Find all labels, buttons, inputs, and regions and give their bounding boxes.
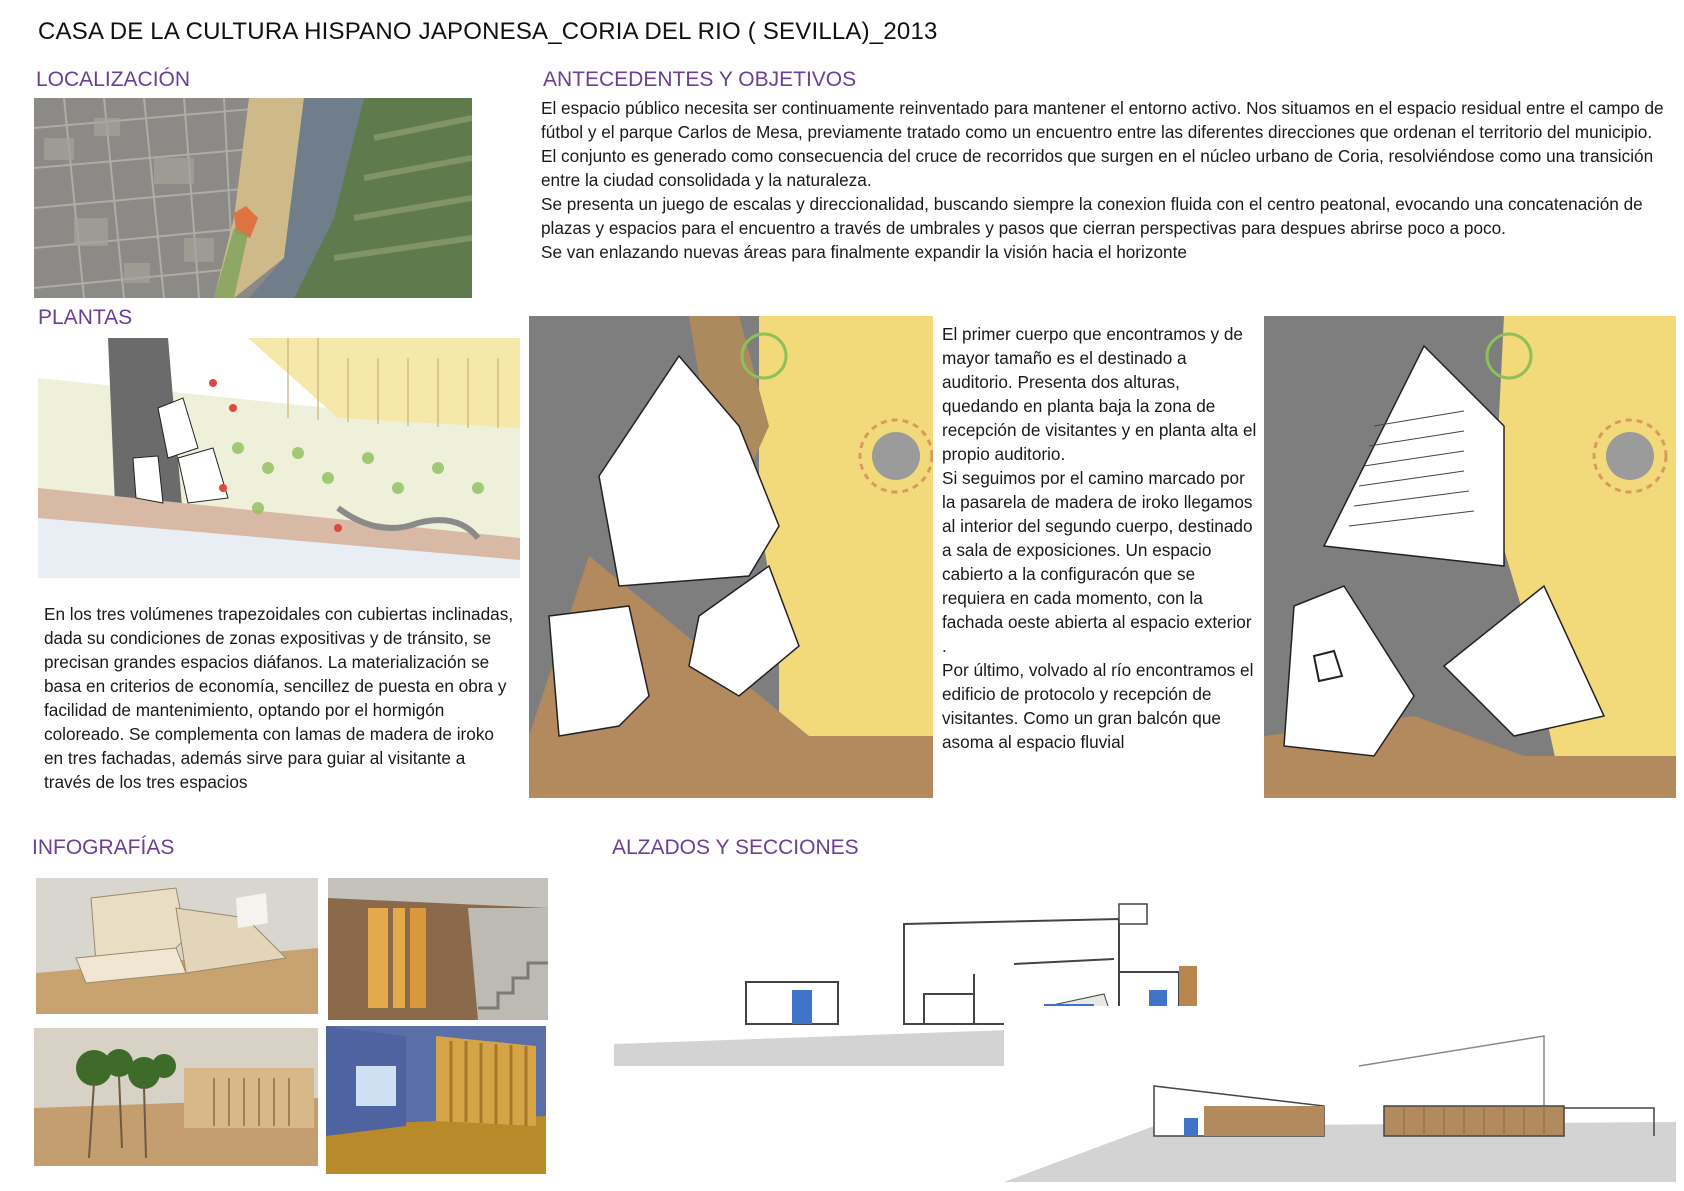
infografia-interior-stairs (328, 878, 548, 1020)
building-description-paragraph: Por último, volvado al río encontramos el edificio de protocolo y recepción de visitantes. Como un gran balcón que asoma al espacio fluvial (942, 660, 1254, 752)
elevation-drawing (1004, 1006, 1676, 1182)
section-heading-infografias: INFOGRAFÍAS (32, 836, 175, 859)
antecedentes-paragraph: Se presenta un juego de escalas y direccionalidad, buscando siempre la conexion fluida con el centro peatonal, evocando una concatenación de plazas y espacios para el encuentro a través de umbrales y pasos que cierran perspectivas para despues abrirse poco a poco. (541, 194, 1643, 238)
antecedentes-text (541, 96, 1679, 264)
section-heading-alzados: ALZADOS Y SECCIONES (612, 836, 859, 859)
site-plan-drawing (38, 338, 520, 578)
building-description (942, 322, 1260, 754)
section-heading-localizacion: LOCALIZACIÓN (36, 68, 191, 91)
page-title: CASA DE LA CULTURA HISPANO JAPONESA_CORIA DEL RIO ( SEVILLA)_2013 (38, 18, 938, 45)
infografia-interior-hall (326, 1026, 546, 1174)
infografia-model-trees (34, 1028, 318, 1166)
section-heading-antecedentes: ANTECEDENTES Y OBJETIVOS (543, 68, 857, 91)
upper-floor-plan (1264, 316, 1676, 798)
building-description-paragraph: Si seguimos por el camino marcado por la pasarela de madera de iroko llegamos al interior del segundo cuerpo, destinado a sala de exposiciones. Un espacio cabierto a la configuracón que se requiera en cada momento, con la fachada oeste abierta al espacio exterior . (942, 468, 1253, 656)
antecedentes-paragraph: El espacio público necesita ser continuamente reinventado para mantener el entorno activo. Nos situamos en el espacio residual entre el campo de fútbol y el parque Carlos de Mesa, previamente tratado como un encuentro entre las diferentes direcciones que ordenan el territorio del municipio. (541, 98, 1664, 142)
infografia-model-view (36, 878, 318, 1014)
building-description-paragraph: El primer cuerpo que encontramos y de mayor tamaño es el destinado a auditorio. Presenta dos alturas, quedando en planta baja la zona de recepción de visitantes y en planta alta el propio auditorio. (942, 324, 1257, 464)
location-aerial-map (34, 98, 472, 298)
plantas-description: En los tres volúmenes trapezoidales con cubiertas inclinadas, dada su condiciones de zonas expositivas y de tránsito, se precisan grandes espacios diáfanos. La materialización se basa en criterios de economía, sencillez de puesta en obra y facilidad de mantenimiento, optando por el hormigón coloreado. Se complementa con lamas de madera de iroko en tres fachadas, además sirve para guiar al visitante a través de los tres espacios (44, 604, 514, 792)
section-heading-plantas: PLANTAS (38, 306, 133, 329)
antecedentes-paragraph: El conjunto es generado como consecuencia del cruce de recorridos que surgen en el núcleo urbano de Coria, resolviéndose como una transición entre la ciudad consolidada y la naturaleza. (541, 146, 1654, 190)
antecedentes-paragraph: Se van enlazando nuevas áreas para finalmente expandir la visión hacia el horizonte (541, 242, 1187, 262)
ground-floor-plan (529, 316, 933, 798)
